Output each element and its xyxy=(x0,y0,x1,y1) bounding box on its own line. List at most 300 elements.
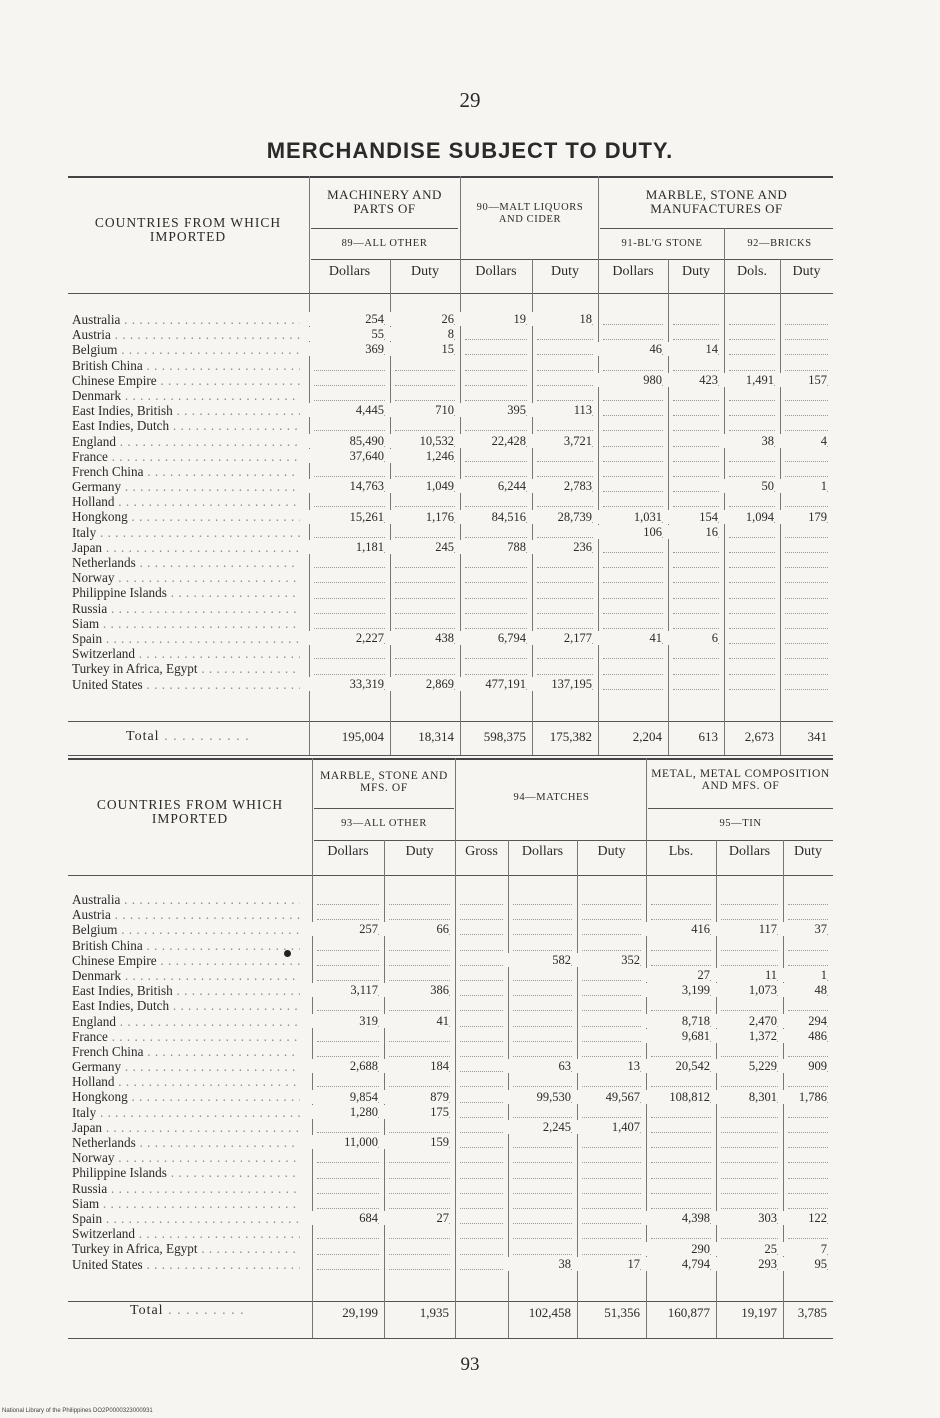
dot-leader xyxy=(788,904,828,905)
dot-leader xyxy=(317,1010,379,1011)
dot-leader xyxy=(513,1086,572,1087)
table-cell: 33,319 xyxy=(309,677,384,691)
country-label: Russia xyxy=(72,600,108,616)
column-header: Lbs. xyxy=(668,844,694,859)
dot-leader xyxy=(651,1086,711,1087)
dot-leader xyxy=(603,400,663,401)
dot-leader xyxy=(603,430,663,431)
country-label: Russia xyxy=(72,1180,108,1196)
dot-leader xyxy=(389,919,450,920)
country-name xyxy=(72,1014,300,1029)
table-cell: 6 xyxy=(668,631,718,645)
country-name xyxy=(72,312,300,327)
country-label: French China xyxy=(72,463,144,479)
country-label: England xyxy=(72,433,116,449)
dot-leader xyxy=(582,1254,641,1255)
country-label: Japan xyxy=(72,1119,103,1135)
dot-leader xyxy=(651,1238,711,1239)
country-label: Philippine Islands xyxy=(72,1165,167,1181)
dot-leader xyxy=(785,658,828,659)
dot-leader xyxy=(729,613,775,614)
dot-leader xyxy=(603,506,663,507)
dot-leader xyxy=(314,598,385,599)
table-cell: 41 xyxy=(598,631,662,645)
dot-leader xyxy=(651,1117,711,1118)
dot-leader xyxy=(603,476,663,477)
dot-leader xyxy=(460,1132,503,1133)
dot-leader xyxy=(603,567,663,568)
dot-leader xyxy=(721,1010,778,1011)
dot-leader xyxy=(729,430,775,431)
country-name xyxy=(72,494,300,509)
dot-leader xyxy=(460,1010,503,1011)
table-cell: 1,176 xyxy=(390,510,454,524)
machinery-header: MACHINERY AND PARTS OF xyxy=(327,187,442,216)
country-name xyxy=(72,646,300,661)
dot-leader xyxy=(460,1026,503,1027)
dot-leader xyxy=(721,1086,778,1087)
country-name xyxy=(72,449,300,464)
country-name xyxy=(72,1257,300,1272)
dot-leader xyxy=(513,904,572,905)
dot-leader xyxy=(465,400,527,401)
dot-leader xyxy=(395,430,455,431)
dot-leader xyxy=(673,446,719,447)
dot-leader xyxy=(603,415,663,416)
dot-leader xyxy=(582,1208,641,1209)
table-cell: 2,245 xyxy=(508,1120,571,1134)
dot-leader xyxy=(729,324,775,325)
dot-leader xyxy=(582,1178,641,1179)
dot-leader xyxy=(314,476,385,477)
dot-leader xyxy=(317,1162,379,1163)
total-label: Total . . . . . . . . . xyxy=(130,1303,245,1318)
dot-leader xyxy=(389,1056,450,1057)
country-list xyxy=(72,312,300,692)
dot-leader xyxy=(460,919,503,920)
dot-leader xyxy=(513,1010,572,1011)
table-cell: 2,688 xyxy=(312,1059,378,1073)
dot-leader xyxy=(537,658,593,659)
dot-leader xyxy=(537,628,593,629)
country-name xyxy=(72,525,300,540)
dot-leader xyxy=(317,1086,379,1087)
dot-leader xyxy=(395,598,455,599)
dot-leader xyxy=(721,1193,778,1194)
dot-leader xyxy=(513,1056,572,1057)
dot-leader xyxy=(317,1178,379,1179)
country-label: Hongkong xyxy=(72,1089,128,1105)
country-name xyxy=(72,342,300,357)
dot-leader xyxy=(603,324,663,325)
table-cell: 10,532 xyxy=(390,434,454,448)
dot-leader xyxy=(651,950,711,951)
dot-leader xyxy=(460,950,503,951)
table-cell: 8 xyxy=(390,327,454,341)
dot-leader xyxy=(389,1238,450,1239)
country-name xyxy=(72,1029,300,1044)
dot-leader xyxy=(673,461,719,462)
dot-leader xyxy=(395,628,455,629)
country-name xyxy=(72,585,300,600)
total-cell: 51,356 xyxy=(604,1305,640,1320)
metal-header: METAL, METAL COMPOSITION AND MFS. OF xyxy=(651,768,830,792)
column-header: Dols. xyxy=(737,264,767,279)
dot-leader xyxy=(603,339,663,340)
country-name xyxy=(72,418,300,433)
column-header: Dollars xyxy=(328,264,371,279)
dot-leader xyxy=(317,1056,379,1057)
dot-leader xyxy=(603,613,663,614)
table-cell: 2,783 xyxy=(532,479,592,493)
duty-table-2 xyxy=(68,758,833,1340)
table-cell: 1 xyxy=(780,479,827,493)
dot-leader xyxy=(465,370,527,371)
column-header: Dollars xyxy=(728,844,771,859)
country-name xyxy=(72,661,300,676)
dot-leader xyxy=(729,354,775,355)
total-label: Total . . . . . . . . . . xyxy=(126,729,250,744)
table-cell: 113 xyxy=(532,403,592,417)
dot-leader xyxy=(729,370,775,371)
dot-leader xyxy=(317,1238,379,1239)
dot-leader xyxy=(460,1102,503,1103)
table-cell: 25 xyxy=(716,1242,777,1256)
column-header: Dollars xyxy=(612,264,654,279)
dot-leader xyxy=(788,950,828,951)
table-cell: 27 xyxy=(384,1211,449,1225)
dot-leader xyxy=(460,1071,503,1072)
total-cell: 341 xyxy=(807,729,827,744)
total-cell: 2,204 xyxy=(632,729,662,744)
country-name xyxy=(72,1196,300,1211)
country-name xyxy=(72,358,300,373)
dot-leader xyxy=(389,1041,450,1042)
dot-leader xyxy=(788,1147,828,1148)
dot-leader xyxy=(314,567,385,568)
dot-leader xyxy=(582,1056,641,1057)
dot-leader xyxy=(729,537,775,538)
dot-leader xyxy=(785,582,828,583)
country-name xyxy=(72,968,300,983)
dot-leader xyxy=(603,491,663,492)
country-name xyxy=(72,403,300,418)
dot-leader xyxy=(513,980,572,981)
country-name xyxy=(72,1226,300,1241)
dot-leader xyxy=(785,674,828,675)
dot-leader xyxy=(582,1117,641,1118)
ink-mark xyxy=(284,950,291,957)
table-cell: 486 xyxy=(783,1029,827,1043)
dot-leader xyxy=(460,1056,503,1057)
dot-leader xyxy=(651,965,711,966)
dot-leader xyxy=(317,980,379,981)
dot-leader xyxy=(729,506,775,507)
table-cell: 3,117 xyxy=(312,983,378,997)
dot-leader xyxy=(673,400,719,401)
country-label: Austria xyxy=(72,327,111,343)
dot-leader xyxy=(513,1178,572,1179)
table-cell: 2,869 xyxy=(390,677,454,691)
bottom-page-number: 93 xyxy=(460,1354,480,1375)
table-cell: 50 xyxy=(724,479,774,493)
dot-leader xyxy=(537,370,593,371)
dot-leader xyxy=(729,461,775,462)
dot-leader xyxy=(603,446,663,447)
dot-leader xyxy=(465,658,527,659)
dot-leader xyxy=(721,965,778,966)
country-label: Belgium xyxy=(72,922,118,938)
table-cell: 2,470 xyxy=(716,1014,777,1028)
table-cell: 236 xyxy=(532,540,592,554)
table-cell: 1,031 xyxy=(598,510,662,524)
table-cell: 106 xyxy=(598,525,662,539)
dot-leader xyxy=(537,537,593,538)
table-cell: 386 xyxy=(384,983,449,997)
table-cell: 63 xyxy=(508,1059,571,1073)
table-cell: 15 xyxy=(390,342,454,356)
table-cell: 13 xyxy=(577,1059,640,1073)
table-cell: 37 xyxy=(783,922,827,936)
table-cell: 909 xyxy=(783,1059,827,1073)
country-name xyxy=(72,555,300,570)
dot-leader xyxy=(651,1010,711,1011)
dot-leader xyxy=(513,1162,572,1163)
country-label: Siam xyxy=(72,1195,100,1211)
table-cell: 582 xyxy=(508,953,571,967)
total-cell: 102,458 xyxy=(528,1305,571,1320)
table-cell: 179 xyxy=(780,510,827,524)
table-cell: 18 xyxy=(532,312,592,326)
dot-leader xyxy=(395,613,455,614)
table-cell: 41 xyxy=(384,1014,449,1028)
dot-leader xyxy=(395,506,455,507)
dot-leader xyxy=(729,400,775,401)
dot-leader xyxy=(721,1056,778,1057)
dot-leader xyxy=(785,537,828,538)
table-cell: 159 xyxy=(384,1135,449,1149)
dot-leader xyxy=(785,643,828,644)
dot-leader xyxy=(785,354,828,355)
table-cell: 8,718 xyxy=(646,1014,710,1028)
country-name xyxy=(72,1074,300,1089)
table-cell: 1,073 xyxy=(716,983,777,997)
dot-leader xyxy=(673,567,719,568)
dot-leader xyxy=(465,613,527,614)
dot-leader xyxy=(788,1132,828,1133)
dot-leader xyxy=(729,552,775,553)
country-label: Holland xyxy=(72,494,115,510)
dot-leader xyxy=(465,567,527,568)
table-cell: 1,407 xyxy=(577,1120,640,1134)
dot-leader xyxy=(788,1162,828,1163)
dot-leader xyxy=(465,385,527,386)
dot-leader xyxy=(389,1162,450,1163)
dot-leader xyxy=(395,370,455,371)
dot-leader xyxy=(788,1208,828,1209)
dot-leader xyxy=(721,950,778,951)
country-name xyxy=(72,1150,300,1165)
dot-leader xyxy=(582,950,641,951)
table-cell: 3,721 xyxy=(532,434,592,448)
table-cell: 2,177 xyxy=(532,631,592,645)
dot-leader xyxy=(788,965,828,966)
table-cell: 137,195 xyxy=(532,677,592,691)
dot-leader xyxy=(603,598,663,599)
dot-leader xyxy=(673,415,719,416)
table-cell: 9,854 xyxy=(312,1090,378,1104)
total-cell: 175,382 xyxy=(549,729,592,744)
dot-leader xyxy=(537,339,593,340)
dot-leader xyxy=(513,1254,572,1255)
table-cell: 788 xyxy=(460,540,526,554)
page-number: 29 xyxy=(459,88,481,112)
dot-leader xyxy=(785,628,828,629)
country-label: Germany xyxy=(72,479,122,495)
table-cell: 14 xyxy=(668,342,718,356)
dot-leader xyxy=(582,1238,641,1239)
dot-leader xyxy=(673,598,719,599)
table-cell: 28,739 xyxy=(532,510,592,524)
dot-leader xyxy=(673,658,719,659)
dot-leader xyxy=(651,1178,711,1179)
dot-leader xyxy=(651,919,711,920)
total-cell: 598,375 xyxy=(483,729,526,744)
countries-header: COUNTRIES FROM WHICH IMPORTED xyxy=(94,215,282,244)
dot-leader xyxy=(788,1117,828,1118)
dot-leader xyxy=(317,1132,379,1133)
table-cell: 154 xyxy=(668,510,718,524)
table-cell: 257 xyxy=(312,922,378,936)
country-name xyxy=(72,388,300,403)
table-cell: 684 xyxy=(312,1211,378,1225)
table-cell: 4,398 xyxy=(646,1211,710,1225)
dot-leader xyxy=(389,1193,450,1194)
country-name xyxy=(72,1241,300,1256)
sub-93-header: 93—ALL OTHER xyxy=(341,818,427,829)
table-cell: 9,681 xyxy=(646,1029,710,1043)
table-cell: 369 xyxy=(309,342,384,356)
column-header: Duty xyxy=(551,264,579,279)
dot-leader xyxy=(788,1086,828,1087)
table-cell: 1,246 xyxy=(390,449,454,463)
table-cell: 66 xyxy=(384,922,449,936)
table-cell: 4,794 xyxy=(646,1257,710,1271)
table-cell: 1,181 xyxy=(309,540,384,554)
country-list xyxy=(72,892,300,1272)
dot-leader xyxy=(389,1269,450,1270)
dot-leader xyxy=(395,567,455,568)
dot-leader xyxy=(673,628,719,629)
dot-leader xyxy=(465,674,527,675)
dot-leader xyxy=(785,339,828,340)
table-cell: 99,530 xyxy=(508,1090,571,1104)
total-cell: 18,314 xyxy=(418,729,454,744)
dot-leader xyxy=(513,1117,572,1118)
country-label: Spain xyxy=(72,630,103,646)
dot-leader xyxy=(582,904,641,905)
dot-leader xyxy=(721,904,778,905)
dot-leader xyxy=(460,1193,503,1194)
dot-leader xyxy=(785,430,828,431)
dot-leader xyxy=(651,904,711,905)
dot-leader xyxy=(673,339,719,340)
total-cell: 2,673 xyxy=(744,729,774,744)
dot-leader xyxy=(785,552,828,553)
country-label: East Indies, Dutch xyxy=(72,418,170,434)
dot-leader xyxy=(460,934,503,935)
dot-leader xyxy=(785,461,828,462)
dot-leader xyxy=(729,415,775,416)
country-name xyxy=(72,1044,300,1059)
table-cell: 980 xyxy=(598,373,662,387)
table-cell: 1,786 xyxy=(783,1090,827,1104)
dot-leader xyxy=(513,1238,572,1239)
dot-leader xyxy=(460,904,503,905)
table-cell: 710 xyxy=(390,403,454,417)
matches-header: 94—MATCHES xyxy=(513,792,590,803)
dot-leader xyxy=(729,643,775,644)
dot-leader xyxy=(721,1162,778,1163)
country-name xyxy=(72,998,300,1013)
country-label: Netherlands xyxy=(72,555,136,570)
dot-leader xyxy=(721,1132,778,1133)
table-cell: 6,244 xyxy=(460,479,526,493)
country-label: Chinese Empire xyxy=(72,952,157,968)
dot-leader xyxy=(314,658,385,659)
dot-leader xyxy=(314,582,385,583)
country-name xyxy=(72,1211,300,1226)
column-header: Duty xyxy=(597,844,626,859)
table-cell: 3,199 xyxy=(646,983,710,997)
dot-leader xyxy=(389,1208,450,1209)
dot-leader xyxy=(395,658,455,659)
dot-leader xyxy=(389,1254,450,1255)
dot-leader xyxy=(785,370,828,371)
dot-leader xyxy=(314,506,385,507)
column-header: Duty xyxy=(792,264,821,279)
total-cell: 19,197 xyxy=(741,1305,777,1320)
country-name xyxy=(72,1059,300,1074)
dot-leader xyxy=(603,674,663,675)
dot-leader xyxy=(317,1208,379,1209)
table-cell: 1,094 xyxy=(724,510,774,524)
table-cell: 7 xyxy=(783,1242,827,1256)
dot-leader xyxy=(460,995,503,996)
table-cell: 19 xyxy=(460,312,526,326)
dot-leader xyxy=(537,476,593,477)
dot-leader xyxy=(582,1147,641,1148)
dot-leader xyxy=(651,1193,711,1194)
table-cell: 15,261 xyxy=(309,510,384,524)
sub-92-header: 92—BRICKS xyxy=(747,238,812,249)
table-cell: 303 xyxy=(716,1211,777,1225)
dot-leader xyxy=(785,400,828,401)
dot-leader xyxy=(317,965,379,966)
table-cell: 16 xyxy=(668,525,718,539)
table-cell: 38 xyxy=(724,434,774,448)
dot-leader xyxy=(673,324,719,325)
dot-leader xyxy=(460,1178,503,1179)
table-cell: 416 xyxy=(646,922,710,936)
dot-leader xyxy=(785,689,828,690)
dot-leader xyxy=(729,689,775,690)
dot-leader xyxy=(317,1193,379,1194)
dot-leader xyxy=(465,476,527,477)
dot-leader xyxy=(460,965,503,966)
dot-leader xyxy=(395,674,455,675)
footer-credit: National Library of the Philippines DO2P0000323000931 xyxy=(2,1408,153,1414)
